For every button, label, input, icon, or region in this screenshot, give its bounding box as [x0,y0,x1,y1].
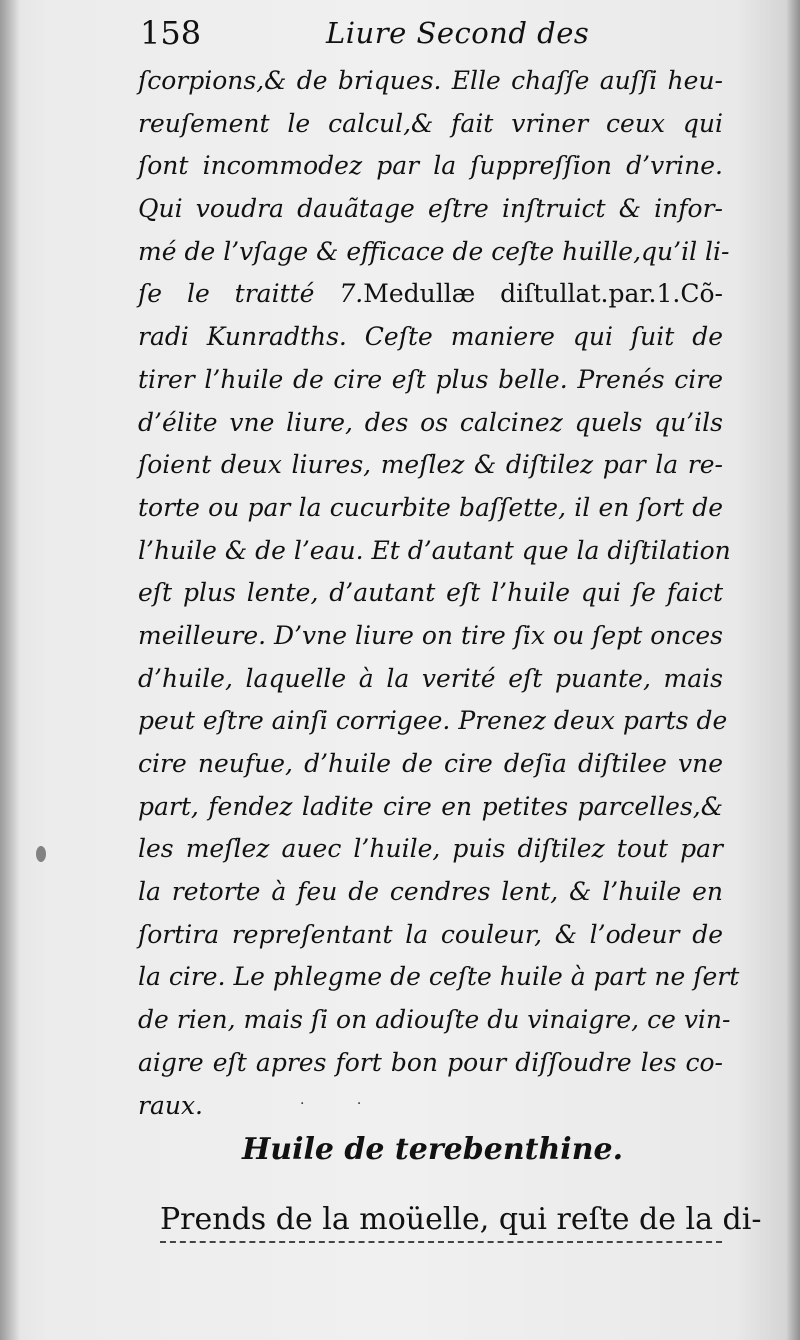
text-line: eſt plus lente, d’autant eſt l’huile qui ſe faict [138,578,723,608]
text-line: la retorte à feu de cendres lent, & l’huile en [138,877,723,907]
page-edge-shadow [786,0,800,1340]
text-line: mé de l’vſage & efficace de ceſte huille,qu’il li- [138,236,730,266]
section-title: Huile de terebenthine. [241,1132,624,1167]
page-header [140,14,740,54]
text-line: Qui voudra dauãtage eſtre inſtruict & infor- [138,194,723,224]
page-number: 158 [140,14,202,52]
text-line: les meſlez auec l’huile, puis diſtilez tout par [138,834,723,864]
text-line: cire neufue, d’huile de cire deſia diſtilee vne [138,749,723,778]
text-line: radi Kunradths. Ceſte maniere qui ſuit de [138,322,723,352]
gutter-shadow [0,0,20,1340]
text-line: part, fendez ladite cire en petites parcelles,& [138,791,723,821]
text-line: torte ou par la cucurbite baſſette, il en ſort de [138,492,723,522]
catchline: Prends de la moüelle, qui reſte de la di- [160,1202,722,1243]
ornament-dots: · · [300,1096,386,1112]
text-line: aigre eſt apres fort bon pour diſſoudre les co- [138,1047,723,1077]
body-text [138,60,740,1127]
running-head: Liure Second des [326,16,590,50]
text-line: tirer l’huile de cire eſt plus belle. Prenés cire [138,364,723,394]
text-line: ſcorpions,& de briques. Elle chaſſe auſſi heu- [138,66,723,95]
text-line: la cire. Le phlegme de ceſte huile à part ne ſert [138,962,740,992]
text-line [138,273,723,316]
text-line: ſont incommodez par la ſuppreſſion d’vrine. [138,151,723,181]
text-line: ſoient deux liures, meſlez & diſtilez par la re- [138,450,723,480]
text-line: de rien, mais ſi on adiouſte du vinaigre, ce vin- [138,1005,731,1035]
text-line: d’huile, laquelle à la verité eſt puante, mais [138,663,723,693]
text-line: d’élite vne liure, des os calcinez quels qu’ils [138,407,723,437]
text-line: ſortira repreſentant la couleur, & l’odeur de [138,919,723,949]
text-line: reuſement le calcul,& fait vriner ceux qui [138,108,723,138]
text-line-italic-part: ſe le traitté 7. [138,279,364,309]
text-line: raux. [138,1090,204,1120]
ink-blot [36,846,46,862]
citation-roman: Medullæ diſtullat.par.1.Cõ- [363,279,723,309]
text-line: l’huile & de l’eau. Et d’autant que la diſtilation [138,535,731,565]
text-line: peut eſtre ainſi corrigee. Prenez deux parts de [138,706,728,736]
text-line: meilleure. D’vne liure on tire ſix ou ſept onces [138,620,723,650]
